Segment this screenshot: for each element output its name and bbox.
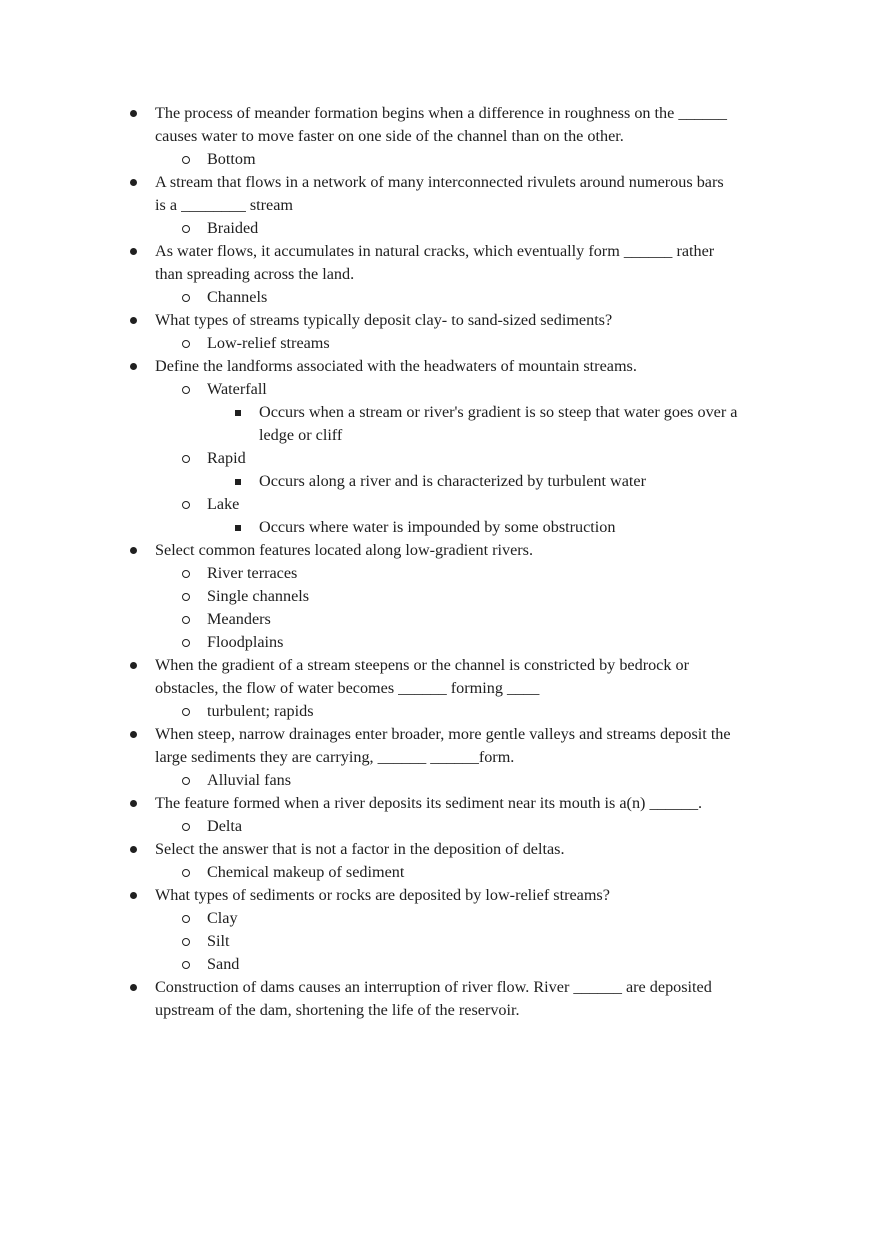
question-list [0, 102, 880, 1022]
question-text-line: Define the landforms associated with the headwaters of mountain streams. [155, 357, 637, 375]
answer-text: Lake [207, 495, 240, 513]
answer-text: Alluvial fans [207, 771, 292, 789]
answer-text: turbulent; rapids [207, 702, 314, 720]
question-text [155, 976, 712, 1022]
question-text-row [0, 355, 880, 378]
answer-row [0, 608, 880, 631]
question-text-line: The feature formed when a river deposits its sediment near its mouth is a(n) ______. [155, 794, 703, 812]
question-text [155, 792, 702, 815]
question-text [155, 838, 565, 861]
answer-text: Waterfall [207, 380, 267, 398]
question-text-row [0, 884, 880, 907]
detail-text-line: Occurs where water is impounded by some obstruction [259, 518, 616, 536]
detail-text-row [0, 470, 880, 493]
answer-text: Meanders [207, 610, 271, 628]
answer-row [0, 493, 880, 516]
detail-text [259, 401, 737, 447]
question-text [155, 102, 727, 148]
answer-text: Bottom [207, 150, 256, 168]
answer-row [0, 930, 880, 953]
question-text-line: When the gradient of a stream steepens or the channel is constricted by bedrock or [155, 656, 689, 674]
question-text-line: than spreading across the land. [155, 265, 355, 283]
question-text-row [0, 654, 880, 700]
detail-text [259, 516, 616, 539]
question-text-row [0, 171, 880, 217]
answer-text: Delta [207, 817, 243, 835]
answer-text: Sand [207, 955, 240, 973]
question-text-line: What types of streams typically deposit clay- to sand-sized sediments? [155, 311, 613, 329]
question-text-row [0, 976, 880, 1022]
answer-text: Silt [207, 932, 230, 950]
question-text-line: A stream that flows in a network of many interconnected rivulets around numerous bars [155, 173, 724, 191]
question-text-row [0, 723, 880, 769]
question-text [155, 884, 610, 907]
detail-text-row [0, 401, 880, 447]
answer-text: River terraces [207, 564, 298, 582]
question-text [155, 723, 731, 769]
question-text-row [0, 539, 880, 562]
question-text-line: is a ________ stream [155, 196, 294, 214]
question-text-line: The process of meander formation begins when a difference in roughness on the ______ [155, 104, 727, 122]
answer-row [0, 217, 880, 240]
answer-row [0, 378, 880, 401]
question-text-row [0, 102, 880, 148]
answer-row [0, 907, 880, 930]
question-text [155, 171, 724, 217]
answer-row [0, 769, 880, 792]
answer-row [0, 861, 880, 884]
question-text-row [0, 309, 880, 332]
detail-text-row [0, 516, 880, 539]
answer-row [0, 562, 880, 585]
answer-row [0, 447, 880, 470]
question-text-line: large sediments they are carrying, ______ ______form. [155, 748, 515, 766]
detail-text-line: Occurs along a river and is characterized by turbulent water [259, 472, 646, 490]
answer-row [0, 631, 880, 654]
question-text-line: When steep, narrow drainages enter broader, more gentle valleys and streams deposit the [155, 725, 731, 743]
question-text-line: upstream of the dam, shortening the life of the reservoir. [155, 1001, 520, 1019]
question-text-line: Select the answer that is not a factor in the deposition of deltas. [155, 840, 565, 858]
answer-text: Floodplains [207, 633, 284, 651]
answer-row [0, 286, 880, 309]
question-text [155, 539, 533, 562]
answer-row [0, 953, 880, 976]
question-text-row [0, 838, 880, 861]
question-text-line: causes water to move faster on one side of the channel than on the other. [155, 127, 624, 145]
question-text [155, 654, 689, 700]
answer-text: Rapid [207, 449, 246, 467]
answer-row [0, 815, 880, 838]
answer-row [0, 585, 880, 608]
question-text [155, 309, 612, 332]
answer-text: Single channels [207, 587, 310, 605]
question-text-line: Construction of dams causes an interruption of river flow. River ______ are deposited [155, 978, 712, 996]
detail-text-line: ledge or cliff [259, 426, 343, 444]
answer-text: Channels [207, 288, 268, 306]
question-text-line: As water flows, it accumulates in natural cracks, which eventually form ______ rather [155, 242, 715, 260]
answer-row [0, 332, 880, 355]
question-text [155, 355, 637, 378]
answer-row [0, 700, 880, 723]
question-text-line: Select common features located along low-gradient rivers. [155, 541, 534, 559]
question-text [155, 240, 714, 286]
question-text-row [0, 792, 880, 815]
answer-text: Clay [207, 909, 238, 927]
answer-text: Chemical makeup of sediment [207, 863, 405, 881]
detail-text [259, 470, 646, 493]
answer-row [0, 148, 880, 171]
question-text-row [0, 240, 880, 286]
question-text-line: obstacles, the flow of water becomes ______ forming ____ [155, 679, 540, 697]
answer-text: Braided [207, 219, 259, 237]
detail-text-line: Occurs when a stream or river's gradient is so steep that water goes over a [259, 403, 738, 421]
answer-text: Low-relief streams [207, 334, 330, 352]
question-text-line: What types of sediments or rocks are deposited by low-relief streams? [155, 886, 610, 904]
